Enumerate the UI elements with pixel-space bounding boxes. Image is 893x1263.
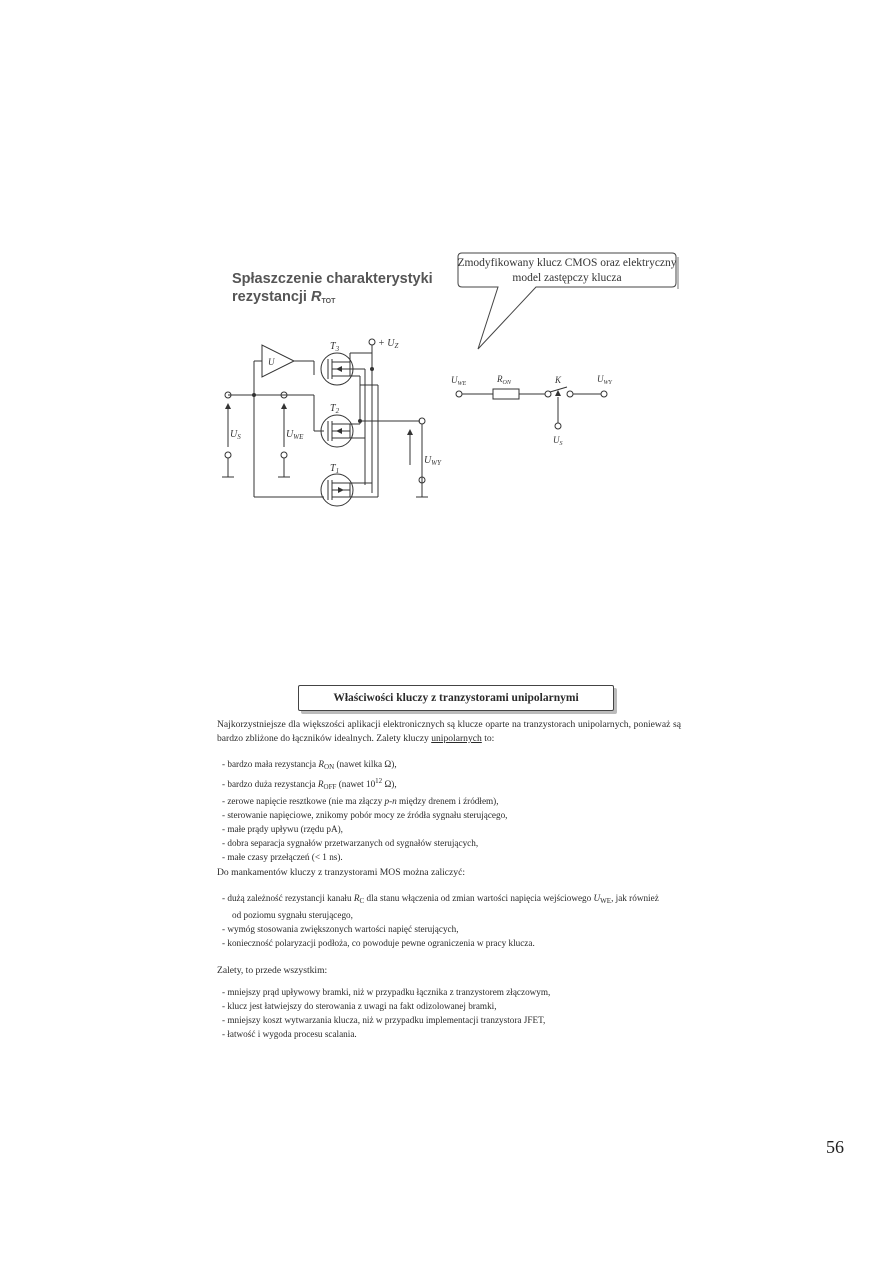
page-number: 56 — [826, 1137, 844, 1157]
label-t1: $T_1$ — [330, 463, 340, 475]
drawbacks-list — [222, 891, 662, 950]
section-title: Właściwości kluczy z tranzystorami unipolarnymi — [298, 685, 614, 711]
model-label-us: $U_S$ — [553, 435, 563, 447]
resistor-ron — [493, 389, 519, 399]
list-item: - bardzo mała rezystancja $R_{ON}$ (nawet kilka Ω), — [222, 757, 662, 774]
label-t2: $T_2$ — [330, 403, 340, 415]
list-item: - zerowe napięcie resztkowe (nie ma złączy p-n między drenem i źródłem), — [222, 794, 662, 808]
label-us: $U_S$ — [230, 429, 241, 441]
list-item: - mniejszy koszt wytwarzania klucza, niż w przypadku implementacji tranzystora JFET, — [222, 1013, 662, 1027]
list-item: - dużą zależność rezystancji kanału $R_C$ dla stanu włączenia od zmian wartości napięcia wejściowego $U_{WE}$, jak również od poziomu sygnału sterującego, — [222, 891, 662, 922]
list-item: - klucz jest łatwiejszy do sterowania z uwagi na fakt odizolowanej bramki, — [222, 999, 662, 1013]
figure-heading-line2: rezystancji $R_{TOT}$ — [232, 289, 336, 305]
intro-paragraph: Najkorzystniejsze dla większości aplikacji elektronicznych są klucze oparte na tranzystorach unipolarnych, ponieważ są bardzo zbliżone do łączników idealnych. Zalety kluczy unipolarnych to: — [217, 719, 681, 744]
model-label-k: K — [555, 375, 562, 385]
cmos-switch-schematic — [200, 325, 460, 515]
figure-heading-line1: Spłaszczenie charakterystyki — [232, 271, 433, 287]
list-item: - wymóg stosowania zwiększonych wartości napięć sterujących, — [222, 922, 662, 936]
pros-intro: Zalety, to przede wszystkim: — [217, 965, 328, 976]
label-uwe: $U_{WE}$ — [286, 429, 304, 441]
callout-text: Zmodyfikowany klucz CMOS oraz elektryczny model zastępczy klucza — [457, 257, 677, 284]
list-item: - bardzo duża rezystancja $R_{OFF}$ (nawet $10^{12}$ Ω), — [222, 774, 662, 794]
intro-underlined-word: unipolarnych — [431, 733, 482, 744]
model-label-uwe: $U_{WE}$ — [451, 375, 467, 387]
switch-model-schematic — [445, 365, 625, 455]
list-item: - dobra separacja sygnałów przetwarzanych od sygnałów sterujących, — [222, 836, 662, 850]
list-item: - sterowanie napięciowe, znikomy pobór mocy ze źródła sygnału sterującego, — [222, 808, 662, 822]
pros-list — [222, 985, 662, 1041]
list-item: - mniejszy prąd upływowy bramki, niż w przypadku łącznika z tranzystorem złączowym, — [222, 985, 662, 999]
model-label-ron: $R_{ON}$ — [497, 374, 511, 386]
advantages-list — [222, 757, 662, 864]
figure-heading — [232, 270, 433, 311]
list-item: - łatwość i wygoda procesu scalania. — [222, 1027, 662, 1041]
amplifier-symbol — [262, 345, 294, 377]
list-item: - małe prądy upływu (rzędu pA), — [222, 822, 662, 836]
model-label-uwy: $U_{WY}$ — [597, 374, 612, 386]
drawbacks-intro: Do mankamentów kluczy z tranzystorami MOS można zaliczyć: — [217, 867, 466, 878]
label-amp: U — [268, 357, 275, 367]
list-item: - konieczność polaryzacji podłoża, co powoduje pewne ograniczenia w pracy klucza. — [222, 936, 662, 950]
label-plus-uz: + $U_Z$ — [378, 338, 399, 350]
label-t3: $T_3$ — [330, 341, 340, 353]
list-item: - małe czasy przełączeń (< 1 ns). — [222, 850, 662, 864]
label-uwy: $U_{WY}$ — [424, 455, 441, 467]
